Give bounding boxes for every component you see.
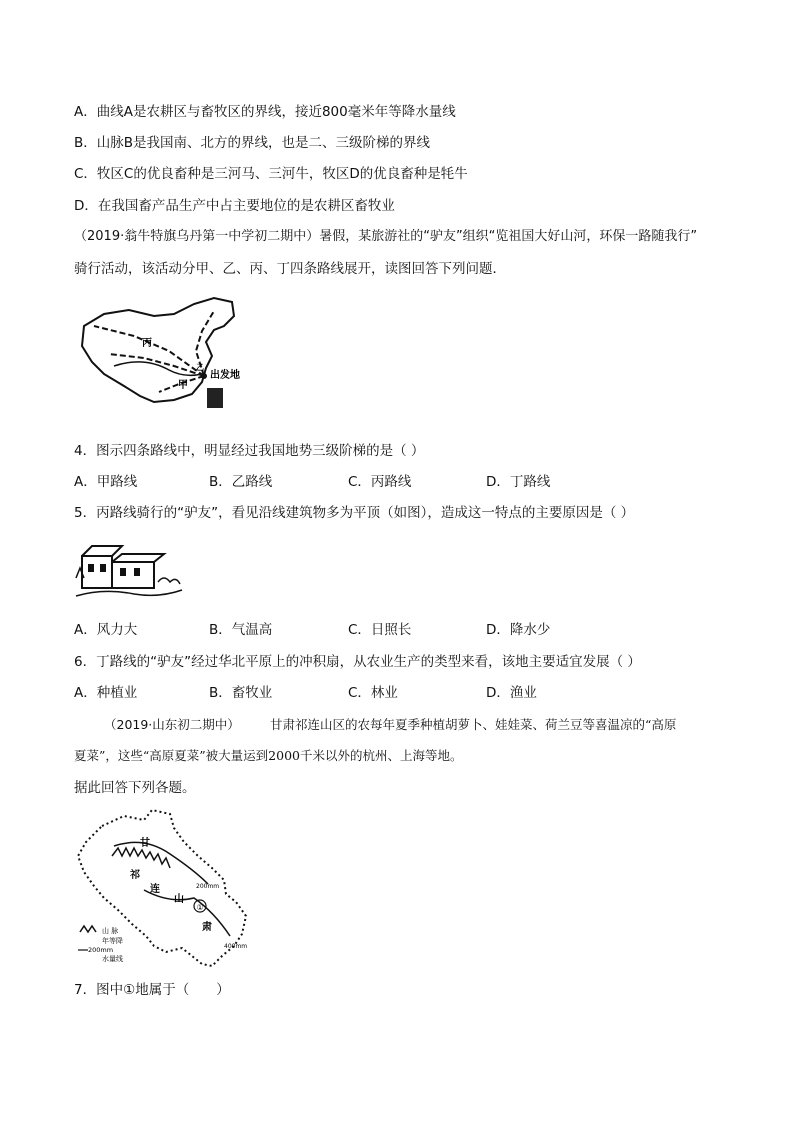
label-su: 肃 bbox=[202, 922, 212, 933]
q6-options bbox=[74, 684, 754, 702]
gansu-qilian-map bbox=[74, 806, 249, 976]
window bbox=[88, 564, 94, 572]
q3-option-c: C．牧区C的优良畜种是三河马、三河牛，牧区D的优良畜种是牦牛 bbox=[74, 166, 468, 182]
label-qi: 祁 bbox=[130, 870, 140, 881]
legend-isohyet-label-2: 水量线 bbox=[102, 955, 123, 963]
label-shan: 山 bbox=[174, 894, 184, 905]
flat-roof-building-image bbox=[74, 538, 184, 603]
q4-option-d: D．丁路线 bbox=[486, 474, 551, 490]
window bbox=[134, 568, 140, 576]
passage2-line3: 据此回答下列各题。 bbox=[74, 780, 196, 796]
route-label-yi: 乙 bbox=[196, 363, 204, 372]
q5-option-b: B．气温高 bbox=[209, 622, 273, 638]
q6-option-a: A．种植业 bbox=[74, 685, 138, 701]
legend-mountain-label: 山 脉 bbox=[102, 927, 119, 935]
q6-option-c: C．林业 bbox=[348, 685, 398, 701]
q5-option-c: C．日照长 bbox=[348, 622, 412, 638]
start-point-marker bbox=[201, 373, 207, 379]
legend-mountain-symbol bbox=[80, 926, 96, 932]
isohyet-400mm bbox=[144, 890, 230, 936]
route-label-jia: 甲 bbox=[178, 380, 188, 391]
q4-option-a: A．甲路线 bbox=[74, 474, 138, 490]
river-line bbox=[114, 362, 202, 376]
window bbox=[120, 568, 126, 576]
china-outline bbox=[82, 298, 234, 402]
china-route-map bbox=[74, 296, 254, 416]
legend-isohyet-label-1: 年等降 bbox=[102, 937, 123, 945]
shrub bbox=[158, 578, 180, 584]
islands-inset bbox=[207, 388, 223, 408]
label-gan: 甘 bbox=[140, 838, 150, 849]
passage1-line1: （2019·翁牛特旗乌丹第一中学初二期中）暑假，某旅游社的“驴友”组织“览祖国大好山河，环保一路随我行” bbox=[74, 229, 698, 244]
passage1-line2: 骑行活动，该活动分甲、乙、丙、丁四条路线展开，读图回答下列问题． bbox=[74, 261, 506, 277]
roof-top bbox=[82, 546, 122, 556]
legend-isohyet-value: 200mm bbox=[88, 946, 114, 954]
q7-stem: 7．图中①地属于（ ） bbox=[74, 982, 230, 998]
q5-stem: 5．丙路线骑行的“驴友”，看见沿线建筑物多为平顶（如图），造成这一特点的主要原因是（ ） bbox=[74, 505, 635, 521]
q6-option-d: D．渔业 bbox=[486, 685, 537, 701]
passage2-line2: 夏菜”，这些“高原夏菜”被大量运到2000千米以外的杭州、上海等地。 bbox=[74, 748, 463, 763]
ground-line bbox=[76, 590, 182, 596]
q4-options bbox=[74, 473, 754, 491]
building-block-right bbox=[112, 562, 154, 588]
q4-option-c: C．丙路线 bbox=[348, 474, 412, 490]
building-block-left bbox=[82, 556, 112, 588]
q3-option-a: A．曲线A是农耕区与畜牧区的界线，接近800毫米年等降水量线 bbox=[74, 104, 456, 120]
start-label: 出发地 bbox=[210, 370, 240, 381]
q6-option-b: B．畜牧业 bbox=[209, 685, 273, 701]
passage2-source: （2019·山东初二期中） bbox=[104, 717, 240, 732]
isohyet-label-bottom: 400mm bbox=[224, 943, 248, 950]
q4-stem: 4．图示四条路线中，明显经过我国地势三级阶梯的是（ ） bbox=[74, 443, 425, 459]
label-lian: 连 bbox=[150, 884, 160, 895]
q5-options bbox=[74, 621, 754, 639]
location-marker-1-label: ① bbox=[196, 903, 204, 912]
q3-option-d: D．在我国畜产品生产中占主要地位的是农耕区畜牧业 bbox=[74, 198, 395, 214]
q3-option-b: B．山脉B是我国南、北方的界线，也是二、三级阶梯的界线 bbox=[74, 135, 431, 151]
route-label-bing: 丙 bbox=[142, 338, 152, 349]
isohyet-label-top: 200mm bbox=[196, 883, 220, 890]
q4-option-b: B．乙路线 bbox=[209, 474, 273, 490]
q5-option-a: A．风力大 bbox=[74, 622, 138, 638]
passage2-line1: 甘肃祁连山区的农每年夏季种植胡萝卜、娃娃菜、荷兰豆等喜温凉的“高原 bbox=[270, 717, 677, 732]
q5-option-d: D．降水少 bbox=[486, 622, 551, 638]
qilian-mountain-range bbox=[112, 848, 170, 868]
roof-top-right bbox=[112, 554, 164, 562]
q6-stem: 6．丁路线的“驴友”经过华北平原上的冲积扇，从农业生产的类型来看，该地主要适宜发展（ ） bbox=[74, 654, 641, 670]
route-line-1 bbox=[94, 326, 204, 376]
window bbox=[100, 564, 106, 572]
